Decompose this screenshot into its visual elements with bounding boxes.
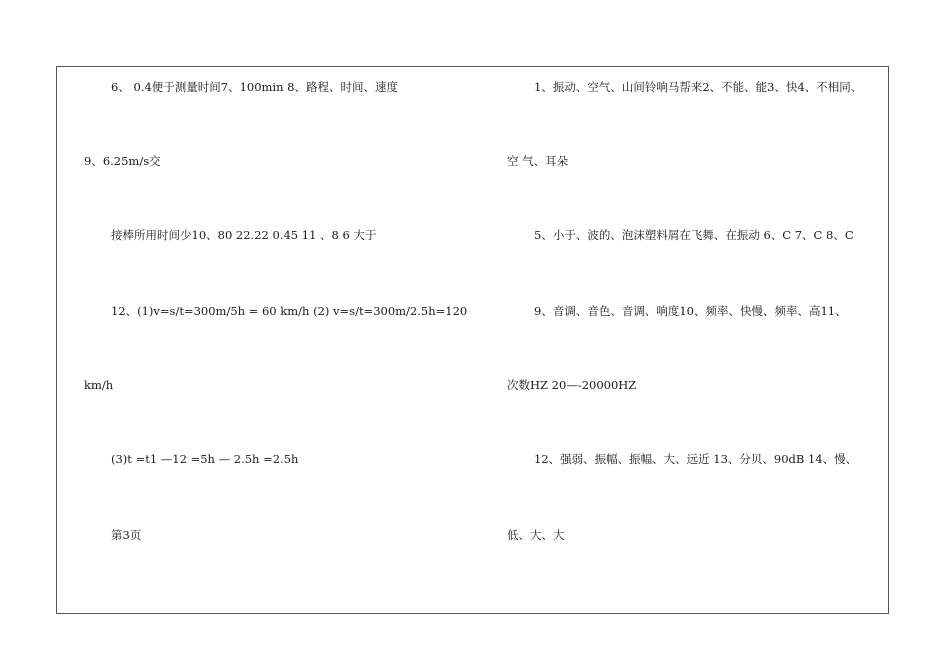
page-border	[56, 66, 889, 614]
answer-line: 12、强弱、振幅、振幅、大、远近 13、分贝、90dB 14、慢、	[534, 452, 858, 466]
answer-line: (3)t =t1 —12 =5h — 2.5h =2.5h	[111, 452, 299, 466]
answer-line: 9、6.25m/s交	[84, 154, 161, 168]
answer-line: 接棒所用时间少10、80 22.22 0.45 11 、8 6 大于	[111, 228, 377, 242]
answer-line: 9、音调、音色、音调、响度10、频率、快慢、频率、高11、	[534, 304, 847, 318]
answer-line: 6、 0.4便于测量时间7、100min 8、路程、时间、速度	[111, 80, 398, 94]
answer-line: km/h	[84, 378, 114, 392]
answer-line: 12、(1)v=s/t=300m/5h = 60 km/h (2) v=s/t=300m/2.5h=120	[111, 304, 468, 318]
answer-line: 1、振动、空气、山间铃响马帮来2、不能、能3、快4、不相同、	[534, 80, 863, 94]
answer-line: 5、小于、波的、泡沫塑料屑在飞舞、在振动 6、C 7、C 8、C	[534, 228, 854, 242]
answer-line: 次数HZ 20—-20000HZ	[507, 378, 637, 392]
page-number: 第3页	[111, 528, 142, 542]
answer-line: 低、大、大	[507, 528, 565, 542]
answer-line: 空 气、耳朵	[507, 154, 569, 168]
